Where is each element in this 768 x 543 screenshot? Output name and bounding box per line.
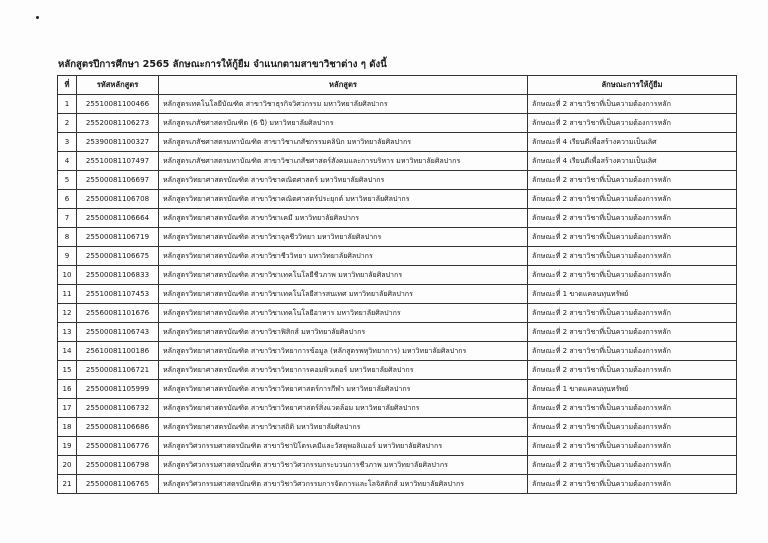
curriculum-code: 25500081106719 bbox=[77, 228, 159, 247]
header-curriculum: หลักสูตร bbox=[159, 76, 528, 95]
curriculum-code: 25510081107453 bbox=[77, 285, 159, 304]
curriculum-name: หลักสูตรวิทยาศาสตรบัณฑิต สาขาวิชาชีววิทยา มหาวิทยาลัยศิลปากร bbox=[159, 247, 528, 266]
loan-type: ลักษณะที่ 4 เรียนดีเพื่อสร้างความเป็นเลิศ bbox=[528, 152, 737, 171]
header-no: ที่ bbox=[58, 76, 77, 95]
curriculum-name: หลักสูตรวิทยาศาสตรบัณฑิต สาขาวิชาเทคโนโลยีสารสนเทศ มหาวิทยาลัยศิลปากร bbox=[159, 285, 528, 304]
curriculum-name: หลักสูตรวิศวกรรมศาสตรบัณฑิต สาขาวิชาวิศวกรรมการจัดการและโลจิสติกส์ มหาวิทยาลัยศิลปากร bbox=[159, 475, 528, 494]
loan-type: ลักษณะที่ 2 สาขาวิชาที่เป็นความต้องการหลัก bbox=[528, 361, 737, 380]
table-row bbox=[58, 114, 737, 133]
loan-type: ลักษณะที่ 2 สาขาวิชาที่เป็นความต้องการหลัก bbox=[528, 399, 737, 418]
table-row bbox=[58, 95, 737, 114]
row-number: 17 bbox=[58, 399, 77, 418]
row-number: 15 bbox=[58, 361, 77, 380]
row-number: 19 bbox=[58, 437, 77, 456]
row-number: 18 bbox=[58, 418, 77, 437]
loan-type: ลักษณะที่ 2 สาขาวิชาที่เป็นความต้องการหลัก bbox=[528, 475, 737, 494]
curriculum-name: หลักสูตรเภสัชศาสตรมหาบัณฑิต สาขาวิชาเภสัชกรรมคลินิก มหาวิทยาลัยศิลปากร bbox=[159, 133, 528, 152]
row-number: 16 bbox=[58, 380, 77, 399]
curriculum-name: หลักสูตรวิทยาศาสตรบัณฑิต สาขาวิชาวิทยาการคอมพิวเตอร์ มหาวิทยาลัยศิลปากร bbox=[159, 361, 528, 380]
curriculum-code: 25510081100466 bbox=[77, 95, 159, 114]
row-number: 8 bbox=[58, 228, 77, 247]
table-row bbox=[58, 228, 737, 247]
table-row bbox=[58, 152, 737, 171]
curriculum-code: 25500081106675 bbox=[77, 247, 159, 266]
header-code: รหัสหลักสูตร bbox=[77, 76, 159, 95]
curriculum-name: หลักสูตรวิทยาศาสตรบัณฑิต สาขาวิชาวิทยาการข้อมูล (หลักสูตรพหุวิทยาการ) มหาวิทยาลัยศิลปากร bbox=[159, 342, 528, 361]
loan-type: ลักษณะที่ 2 สาขาวิชาที่เป็นความต้องการหลัก bbox=[528, 323, 737, 342]
curriculum-name: หลักสูตรวิทยาศาสตรบัณฑิต สาขาวิชาฟิสิกส์ มหาวิทยาลัยศิลปากร bbox=[159, 323, 528, 342]
header-loan-type: ลักษณะการให้กู้ยืม bbox=[528, 76, 737, 95]
loan-type: ลักษณะที่ 2 สาขาวิชาที่เป็นความต้องการหลัก bbox=[528, 228, 737, 247]
row-number: 13 bbox=[58, 323, 77, 342]
curriculum-code: 25500081106697 bbox=[77, 171, 159, 190]
table-row bbox=[58, 247, 737, 266]
curriculum-name: หลักสูตรเภสัชศาสตรมหาบัณฑิต สาขาวิชาเภสัชศาสตร์สังคมและการบริหาร มหาวิทยาลัยศิลปากร bbox=[159, 152, 528, 171]
scan-dot bbox=[36, 16, 39, 19]
table-row bbox=[58, 418, 737, 437]
curriculum-code: 25500081106833 bbox=[77, 266, 159, 285]
curriculum-name: หลักสูตรวิทยาศาสตรบัณฑิต สาขาวิชาสถิติ มหาวิทยาลัยศิลปากร bbox=[159, 418, 528, 437]
loan-type: ลักษณะที่ 2 สาขาวิชาที่เป็นความต้องการหลัก bbox=[528, 418, 737, 437]
table-row bbox=[58, 456, 737, 475]
table-row bbox=[58, 171, 737, 190]
table-body bbox=[58, 95, 737, 494]
row-number: 20 bbox=[58, 456, 77, 475]
row-number: 21 bbox=[58, 475, 77, 494]
curriculum-code: 25500081106664 bbox=[77, 209, 159, 228]
curriculum-name: หลักสูตรวิทยาศาสตรบัณฑิต สาขาวิชาวิทยาศาสตร์การกีฬา มหาวิทยาลัยศิลปากร bbox=[159, 380, 528, 399]
row-number: 14 bbox=[58, 342, 77, 361]
loan-type: ลักษณะที่ 2 สาขาวิชาที่เป็นความต้องการหลัก bbox=[528, 114, 737, 133]
row-number: 5 bbox=[58, 171, 77, 190]
loan-type: ลักษณะที่ 2 สาขาวิชาที่เป็นความต้องการหลัก bbox=[528, 304, 737, 323]
curriculum-code: 25500081106732 bbox=[77, 399, 159, 418]
curriculum-name: หลักสูตรวิทยาศาสตรบัณฑิต สาขาวิชาวิทยาศาสตร์สิ่งแวดล้อม มหาวิทยาลัยศิลปากร bbox=[159, 399, 528, 418]
curriculum-name: หลักสูตรเภสัชศาสตรบัณฑิต (6 ปี) มหาวิทยาลัยศิลปากร bbox=[159, 114, 528, 133]
table-row bbox=[58, 475, 737, 494]
curriculum-name: หลักสูตรวิทยาศาสตรบัณฑิต สาขาวิชาคณิตศาสตร์ มหาวิทยาลัยศิลปากร bbox=[159, 171, 528, 190]
curriculum-code: 25500081106776 bbox=[77, 437, 159, 456]
curriculum-code: 25560081101676 bbox=[77, 304, 159, 323]
curriculum-code: 25500081106798 bbox=[77, 456, 159, 475]
curriculum-code: 25610081100186 bbox=[77, 342, 159, 361]
loan-type: ลักษณะที่ 2 สาขาวิชาที่เป็นความต้องการหลัก bbox=[528, 171, 737, 190]
loan-type: ลักษณะที่ 2 สาขาวิชาที่เป็นความต้องการหลัก bbox=[528, 266, 737, 285]
row-number: 4 bbox=[58, 152, 77, 171]
loan-type: ลักษณะที่ 4 เรียนดีเพื่อสร้างความเป็นเลิศ bbox=[528, 133, 737, 152]
curriculum-table bbox=[57, 75, 737, 494]
loan-type: ลักษณะที่ 2 สาขาวิชาที่เป็นความต้องการหลัก bbox=[528, 456, 737, 475]
loan-type: ลักษณะที่ 2 สาขาวิชาที่เป็นความต้องการหลัก bbox=[528, 95, 737, 114]
table-row bbox=[58, 266, 737, 285]
row-number: 1 bbox=[58, 95, 77, 114]
loan-type: ลักษณะที่ 2 สาขาวิชาที่เป็นความต้องการหลัก bbox=[528, 190, 737, 209]
loan-type: ลักษณะที่ 1 ขาดแคลนทุนทรัพย์ bbox=[528, 285, 737, 304]
table-row bbox=[58, 304, 737, 323]
loan-type: ลักษณะที่ 2 สาขาวิชาที่เป็นความต้องการหลัก bbox=[528, 437, 737, 456]
curriculum-code: 25500081106743 bbox=[77, 323, 159, 342]
curriculum-code: 25510081107497 bbox=[77, 152, 159, 171]
table-header-row bbox=[58, 76, 737, 95]
table-row bbox=[58, 133, 737, 152]
curriculum-code: 25500081106721 bbox=[77, 361, 159, 380]
curriculum-name: หลักสูตรเทคโนโลยีบัณฑิต สาขาวิชาธุรกิจวิศวกรรม มหาวิทยาลัยศิลปากร bbox=[159, 95, 528, 114]
loan-type: ลักษณะที่ 2 สาขาวิชาที่เป็นความต้องการหลัก bbox=[528, 342, 737, 361]
row-number: 12 bbox=[58, 304, 77, 323]
curriculum-name: หลักสูตรวิศวกรรมศาสตรบัณฑิต สาขาวิชาวิศวกรรมกระบวนการชีวภาพ มหาวิทยาลัยศิลปากร bbox=[159, 456, 528, 475]
row-number: 3 bbox=[58, 133, 77, 152]
table-row bbox=[58, 190, 737, 209]
table-row bbox=[58, 285, 737, 304]
curriculum-name: หลักสูตรวิทยาศาสตรบัณฑิต สาขาวิชาเคมี มหาวิทยาลัยศิลปากร bbox=[159, 209, 528, 228]
curriculum-code: 25500081106708 bbox=[77, 190, 159, 209]
row-number: 11 bbox=[58, 285, 77, 304]
table-row bbox=[58, 209, 737, 228]
curriculum-code: 25390081100327 bbox=[77, 133, 159, 152]
row-number: 7 bbox=[58, 209, 77, 228]
loan-type: ลักษณะที่ 1 ขาดแคลนทุนทรัพย์ bbox=[528, 380, 737, 399]
row-number: 9 bbox=[58, 247, 77, 266]
table-row bbox=[58, 323, 737, 342]
loan-type: ลักษณะที่ 2 สาขาวิชาที่เป็นความต้องการหลัก bbox=[528, 247, 737, 266]
curriculum-name: หลักสูตรวิทยาศาสตรบัณฑิต สาขาวิชาคณิตศาสตร์ประยุกต์ มหาวิทยาลัยศิลปากร bbox=[159, 190, 528, 209]
table-row bbox=[58, 437, 737, 456]
table-row bbox=[58, 399, 737, 418]
table-row bbox=[58, 342, 737, 361]
table-row bbox=[58, 380, 737, 399]
loan-type: ลักษณะที่ 2 สาขาวิชาที่เป็นความต้องการหลัก bbox=[528, 209, 737, 228]
curriculum-name: หลักสูตรวิทยาศาสตรบัณฑิต สาขาวิชาเทคโนโลยีอาหาร มหาวิทยาลัยศิลปากร bbox=[159, 304, 528, 323]
curriculum-name: หลักสูตรวิทยาศาสตรบัณฑิต สาขาวิชาเทคโนโลยีชีวภาพ มหาวิทยาลัยศิลปากร bbox=[159, 266, 528, 285]
curriculum-code: 25500081106765 bbox=[77, 475, 159, 494]
curriculum-code: 25500081105999 bbox=[77, 380, 159, 399]
curriculum-name: หลักสูตรวิทยาศาสตรบัณฑิต สาขาวิชาจุลชีววิทยา มหาวิทยาลัยศิลปากร bbox=[159, 228, 528, 247]
row-number: 10 bbox=[58, 266, 77, 285]
row-number: 6 bbox=[58, 190, 77, 209]
curriculum-code: 25500081106686 bbox=[77, 418, 159, 437]
document-title: หลักสูตรปีการศึกษา 2565 ลักษณะการให้กู้ยืม จำแนกตามสาขาวิชาต่าง ๆ ดังนี้ bbox=[58, 59, 387, 70]
curriculum-code: 25520081106273 bbox=[77, 114, 159, 133]
table-row bbox=[58, 361, 737, 380]
curriculum-name: หลักสูตรวิศวกรรมศาสตรบัณฑิต สาขาวิชาปิโตรเคมีและวัสดุพอลิเมอร์ มหาวิทยาลัยศิลปากร bbox=[159, 437, 528, 456]
row-number: 2 bbox=[58, 114, 77, 133]
